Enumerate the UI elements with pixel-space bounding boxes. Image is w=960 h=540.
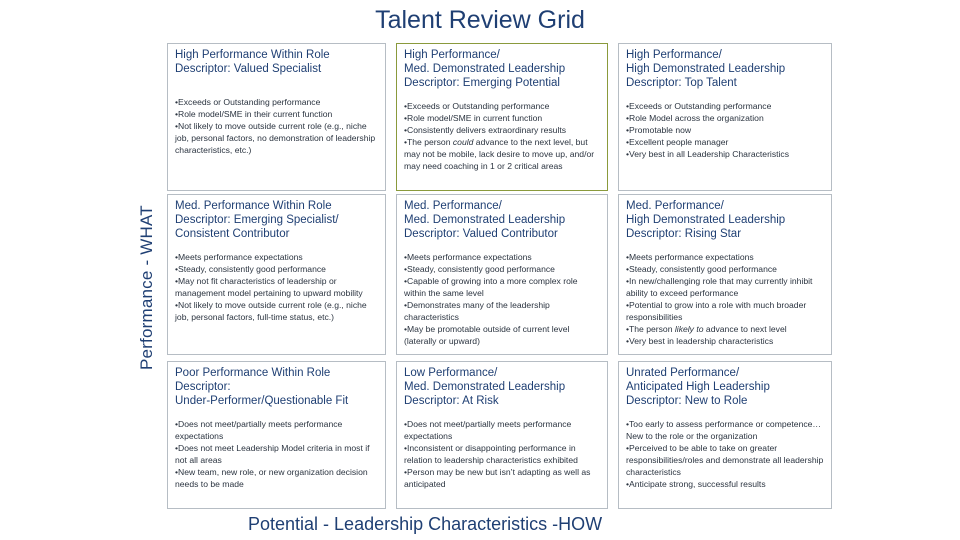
cell-heading-line: Descriptor: Valued Specialist (175, 63, 322, 75)
grid-cell-poor-perf-low-leadership (167, 361, 386, 509)
cell-heading-line: Med. Demonstrated Leadership (404, 214, 566, 226)
bullet-item: •Excellent people manager (626, 137, 729, 147)
cell-heading (626, 199, 824, 241)
cell-heading-line: Med. Performance Within Role (175, 200, 332, 212)
cell-bullets (404, 100, 600, 172)
cell-heading-line: Med. Demonstrated Leadership (404, 63, 566, 75)
cell-bullets (175, 418, 378, 490)
cell-heading-line: High Performance Within Role (175, 49, 330, 61)
cell-heading-line: High Demonstrated Leadership (626, 63, 786, 75)
cell-heading-line: Med. Performance/ (626, 200, 724, 212)
bullet-item: •Perceived to be able to take on greater responsibilities/roles and demonstrate all leadership characteristics (626, 443, 824, 477)
bullet-item: •The person could advance to the next level, but may not be mobile, lack desire to move up, and/or may need coaching in 1 or 2 critical areas (404, 137, 595, 171)
bullet-item: •Too early to assess performance or competence… New to the role or the organization (626, 419, 822, 441)
bullet-item: •New team, new role, or new organization decision needs to be made (175, 467, 368, 489)
grid-cell-med-perf-low-leadership (167, 194, 386, 355)
cell-heading-line: Anticipated High Leadership (626, 381, 770, 393)
bullet-item: •Demonstrates many of the leadership characteristics (404, 300, 550, 322)
cell-bullets (404, 418, 600, 490)
grid-cell-low-perf-med-leadership (396, 361, 608, 509)
bullet-item: •In new/challenging role that may currently inhibit ability to exceed performance (626, 276, 813, 298)
cell-bullets (626, 418, 824, 490)
bullet-item: •Very best in all Leadership Characteristics (626, 149, 790, 159)
cell-bullets (626, 251, 824, 347)
grid-cell-high-perf-low-leadership (167, 43, 386, 191)
bullet-item: •Meets performance expectations (175, 252, 303, 262)
grid-cell-high-perf-med-leadership (396, 43, 608, 191)
bullet-item: •Steady, consistently good performance (175, 264, 326, 274)
emphasis-text: likely to (674, 324, 704, 334)
cell-heading-line: Consistent Contributor (175, 228, 290, 240)
cell-heading (404, 199, 600, 241)
cell-heading-line: Poor Performance Within Role (175, 367, 331, 379)
bullet-item: •Does not meet Leadership Model criteria in most if not all areas (175, 443, 370, 465)
cell-heading-line: Descriptor: Rising Star (626, 228, 742, 240)
x-axis-label: Potential - Leadership Characteristics -HOW (248, 514, 603, 534)
bullet-item: •Steady, consistently good performance (404, 264, 555, 274)
cell-heading (626, 366, 824, 408)
cell-heading-line: High Performance/ (626, 49, 722, 61)
cell-heading (175, 199, 378, 241)
grid-cell-high-perf-high-leadership (618, 43, 832, 191)
bullet-item: •Does not meet/partially meets performance expectations (175, 419, 343, 441)
cell-heading-line: Descriptor: Emerging Specialist/ (175, 214, 339, 226)
bullet-item: •Steady, consistently good performance (626, 264, 777, 274)
cell-heading (404, 366, 600, 408)
cell-heading (626, 48, 824, 90)
bullet-item: •Anticipate strong, successful results (626, 479, 766, 489)
cell-heading (175, 48, 378, 76)
bullet-item: •Does not meet/partially meets performance expectations (404, 419, 572, 441)
bullet-item: •Very best in leadership characteristics (626, 336, 774, 346)
talent-grid (167, 43, 832, 509)
bullet-item: •May not fit characteristics of leadership or management model pertaining to upward mobility (175, 276, 363, 298)
bullet-item: •Exceeds or Outstanding performance (404, 101, 550, 111)
bullet-item: •Potential to grow into a role with much broader responsibilities (626, 300, 807, 322)
bullet-item: •Not likely to move outside current role (e.g., niche job, personal factors, no demonstration of leadership characteristics, etc.) (175, 121, 376, 155)
cell-heading-line: High Demonstrated Leadership (626, 214, 786, 226)
cell-heading-line: Descriptor: (175, 381, 231, 393)
bullet-item: •Meets performance expectations (626, 252, 754, 262)
cell-heading-line: Med. Performance/ (404, 200, 502, 212)
bullet-item: •Role model/SME in current function (404, 113, 543, 123)
bullet-item: •May be promotable outside of current level (laterally or upward) (404, 324, 570, 346)
cell-heading-line: Descriptor: At Risk (404, 395, 499, 407)
cell-heading (404, 48, 600, 90)
cell-heading-line: Descriptor: Top Talent (626, 77, 737, 89)
bullet-item: •Person may be new but isn’t adapting as well as anticipated (404, 467, 591, 489)
cell-bullets (175, 251, 378, 323)
cell-heading-line: Med. Demonstrated Leadership (404, 381, 566, 393)
bullet-item: •Role Model across the organization (626, 113, 764, 123)
bullet-item: •Exceeds or Outstanding performance (175, 97, 321, 107)
cell-heading-line: Descriptor: Valued Contributor (404, 228, 558, 240)
bullet-item: •Capable of growing into a more complex role within the same level (404, 276, 578, 298)
grid-cell-med-perf-high-leadership (618, 194, 832, 355)
grid-cell-med-perf-med-leadership (396, 194, 608, 355)
bullet-item: •Inconsistent or disappointing performance in relation to leadership characteristics exhibited (404, 443, 578, 465)
bullet-item: •Consistently delivers extraordinary results (404, 125, 567, 135)
bullet-item: •Exceeds or Outstanding performance (626, 101, 772, 111)
cell-heading-line: Descriptor: Emerging Potential (404, 77, 560, 89)
bullet-item: •Promotable now (626, 125, 692, 135)
bullet-item: •Not likely to move outside current role (e.g., niche job, personal factors, full-time status, etc.) (175, 300, 367, 322)
cell-heading-line: Unrated Performance/ (626, 367, 740, 379)
y-axis-label: Performance - WHAT (137, 205, 156, 370)
emphasis-text: could (452, 137, 474, 147)
cell-bullets (175, 96, 378, 156)
bullet-item: •Meets performance expectations (404, 252, 532, 262)
cell-heading-line: Descriptor: New to Role (626, 395, 748, 407)
page-title: Talent Review Grid (375, 6, 585, 34)
cell-heading-line: Under-Performer/Questionable Fit (175, 395, 349, 407)
cell-heading (175, 366, 378, 408)
cell-bullets (404, 251, 600, 347)
cell-bullets (626, 100, 824, 160)
cell-heading-line: Low Performance/ (404, 367, 498, 379)
cell-heading-line: High Performance/ (404, 49, 500, 61)
bullet-item: •Role model/SME in their current function (175, 109, 333, 119)
bullet-item: •The person likely to advance to next level (626, 324, 787, 334)
grid-cell-unrated-perf-high-leadership (618, 361, 832, 509)
